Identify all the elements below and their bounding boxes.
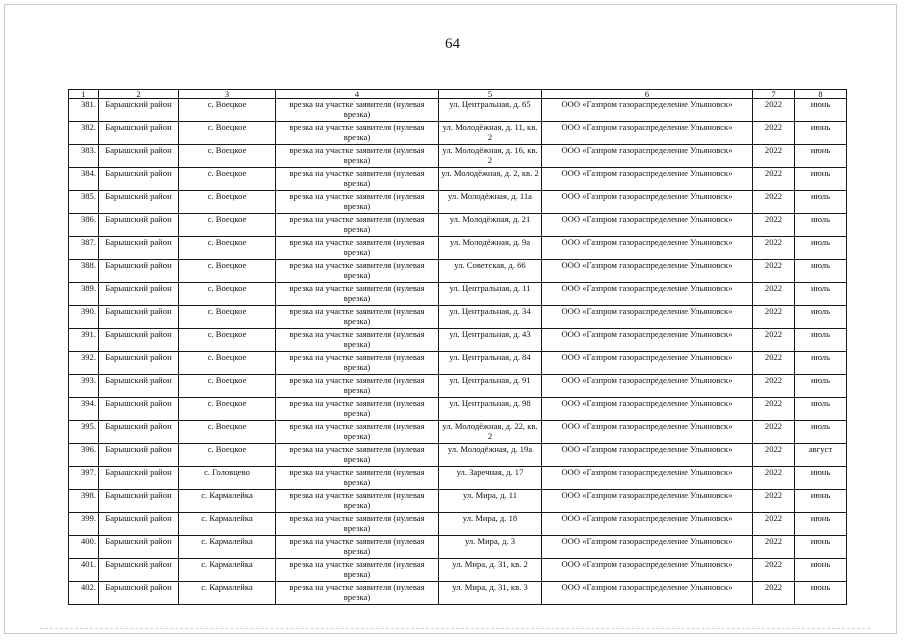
address-cell: ул. Молодёжная, д. 2, кв. 2 <box>439 168 542 191</box>
address-cell: ул. Молодёжная, д. 9а <box>439 237 542 260</box>
row-number-cell: 394. <box>69 398 99 421</box>
month-cell: июнь <box>795 582 847 605</box>
address-cell: ул. Центральная, д. 43 <box>439 329 542 352</box>
address-cell: ул. Молодёжная, д. 22, кв. 2 <box>439 421 542 444</box>
month-cell: июнь <box>795 467 847 490</box>
row-number-cell: 382. <box>69 122 99 145</box>
village-cell: с. Воецкое <box>179 421 276 444</box>
address-cell: ул. Центральная, д. 84 <box>439 352 542 375</box>
village-cell: с. Воецкое <box>179 283 276 306</box>
organization-cell: ООО «Газпром газораспределение Ульяновск» <box>542 237 753 260</box>
year-cell: 2022 <box>753 375 795 398</box>
village-cell: с. Кармалейка <box>179 559 276 582</box>
table-row <box>69 421 847 444</box>
district-cell: Барышский район <box>99 237 179 260</box>
organization-cell: ООО «Газпром газораспределение Ульяновск» <box>542 444 753 467</box>
month-cell: июнь <box>795 513 847 536</box>
year-cell: 2022 <box>753 398 795 421</box>
table-row <box>69 122 847 145</box>
month-cell: июнь <box>795 168 847 191</box>
district-cell: Барышский район <box>99 421 179 444</box>
table-row <box>69 168 847 191</box>
district-cell: Барышский район <box>99 122 179 145</box>
village-cell: с. Кармалейка <box>179 513 276 536</box>
village-cell: с. Воецкое <box>179 237 276 260</box>
table-row <box>69 283 847 306</box>
district-cell: Барышский район <box>99 513 179 536</box>
column-header: 8 <box>795 90 847 99</box>
address-cell: ул. Молодёжная, д. 19а <box>439 444 542 467</box>
table-row <box>69 444 847 467</box>
table-row <box>69 513 847 536</box>
row-number-cell: 388. <box>69 260 99 283</box>
village-cell: с. Воецкое <box>179 168 276 191</box>
gas-connection-table <box>68 89 847 605</box>
district-cell: Барышский район <box>99 559 179 582</box>
row-number-cell: 387. <box>69 237 99 260</box>
organization-cell: ООО «Газпром газораспределение Ульяновск» <box>542 352 753 375</box>
year-cell: 2022 <box>753 490 795 513</box>
address-cell: ул. Мира, д. 31, кв. 2 <box>439 559 542 582</box>
work-type-cell: врезка на участке заявителя (нулевая врезка) <box>276 352 439 375</box>
address-cell: ул. Центральная, д. 98 <box>439 398 542 421</box>
work-type-cell: врезка на участке заявителя (нулевая врезка) <box>276 398 439 421</box>
organization-cell: ООО «Газпром газораспределение Ульяновск» <box>542 306 753 329</box>
table-row <box>69 214 847 237</box>
village-cell: с. Кармалейка <box>179 582 276 605</box>
column-header: 4 <box>276 90 439 99</box>
address-cell: ул. Центральная, д. 65 <box>439 99 542 122</box>
address-cell: ул. Мира, д. 3 <box>439 536 542 559</box>
page-number: 64 <box>445 36 460 52</box>
organization-cell: ООО «Газпром газораспределение Ульяновск» <box>542 214 753 237</box>
village-cell: с. Кармалейка <box>179 536 276 559</box>
district-cell: Барышский район <box>99 99 179 122</box>
organization-cell: ООО «Газпром газораспределение Ульяновск» <box>542 513 753 536</box>
table-row <box>69 145 847 168</box>
organization-cell: ООО «Газпром газораспределение Ульяновск» <box>542 191 753 214</box>
row-number-cell: 390. <box>69 306 99 329</box>
work-type-cell: врезка на участке заявителя (нулевая врезка) <box>276 536 439 559</box>
organization-cell: ООО «Газпром газораспределение Ульяновск» <box>542 582 753 605</box>
month-cell: июль <box>795 214 847 237</box>
row-number-cell: 399. <box>69 513 99 536</box>
year-cell: 2022 <box>753 168 795 191</box>
district-cell: Барышский район <box>99 191 179 214</box>
row-number-cell: 384. <box>69 168 99 191</box>
table-row <box>69 536 847 559</box>
row-number-cell: 392. <box>69 352 99 375</box>
work-type-cell: врезка на участке заявителя (нулевая врезка) <box>276 421 439 444</box>
year-cell: 2022 <box>753 582 795 605</box>
work-type-cell: врезка на участке заявителя (нулевая врезка) <box>276 306 439 329</box>
district-cell: Барышский район <box>99 283 179 306</box>
organization-cell: ООО «Газпром газораспределение Ульяновск» <box>542 421 753 444</box>
address-cell: ул. Молодёжная, д. 11а <box>439 191 542 214</box>
table-row <box>69 375 847 398</box>
district-cell: Барышский район <box>99 145 179 168</box>
work-type-cell: врезка на участке заявителя (нулевая врезка) <box>276 559 439 582</box>
village-cell: с. Воецкое <box>179 214 276 237</box>
table-row <box>69 191 847 214</box>
work-type-cell: врезка на участке заявителя (нулевая врезка) <box>276 467 439 490</box>
year-cell: 2022 <box>753 329 795 352</box>
column-header: 6 <box>542 90 753 99</box>
work-type-cell: врезка на участке заявителя (нулевая врезка) <box>276 99 439 122</box>
year-cell: 2022 <box>753 306 795 329</box>
work-type-cell: врезка на участке заявителя (нулевая врезка) <box>276 582 439 605</box>
district-cell: Барышский район <box>99 490 179 513</box>
column-header: 3 <box>179 90 276 99</box>
row-number-cell: 385. <box>69 191 99 214</box>
organization-cell: ООО «Газпром газораспределение Ульяновск» <box>542 122 753 145</box>
year-cell: 2022 <box>753 145 795 168</box>
year-cell: 2022 <box>753 191 795 214</box>
table-row <box>69 559 847 582</box>
work-type-cell: врезка на участке заявителя (нулевая врезка) <box>276 375 439 398</box>
month-cell: июль <box>795 352 847 375</box>
year-cell: 2022 <box>753 559 795 582</box>
organization-cell: ООО «Газпром газораспределение Ульяновск» <box>542 283 753 306</box>
month-cell: июль <box>795 375 847 398</box>
row-number-cell: 389. <box>69 283 99 306</box>
table-row <box>69 398 847 421</box>
district-cell: Барышский район <box>99 214 179 237</box>
month-cell: июнь <box>795 490 847 513</box>
month-cell: июнь <box>795 536 847 559</box>
year-cell: 2022 <box>753 237 795 260</box>
table-row <box>69 306 847 329</box>
month-cell: июль <box>795 260 847 283</box>
organization-cell: ООО «Газпром газораспределение Ульяновск» <box>542 490 753 513</box>
village-cell: с. Воецкое <box>179 191 276 214</box>
district-cell: Барышский район <box>99 444 179 467</box>
month-cell: июль <box>795 283 847 306</box>
column-header: 7 <box>753 90 795 99</box>
village-cell: с. Воецкое <box>179 444 276 467</box>
village-cell: с. Воецкое <box>179 398 276 421</box>
address-cell: ул. Советская, д. 66 <box>439 260 542 283</box>
month-cell: июнь <box>795 145 847 168</box>
year-cell: 2022 <box>753 421 795 444</box>
row-number-cell: 402. <box>69 582 99 605</box>
district-cell: Барышский район <box>99 168 179 191</box>
district-cell: Барышский район <box>99 467 179 490</box>
row-number-cell: 381. <box>69 99 99 122</box>
work-type-cell: врезка на участке заявителя (нулевая врезка) <box>276 260 439 283</box>
address-cell: ул. Заречная, д. 17 <box>439 467 542 490</box>
village-cell: с. Воецкое <box>179 375 276 398</box>
work-type-cell: врезка на участке заявителя (нулевая врезка) <box>276 191 439 214</box>
address-cell: ул. Центральная, д. 11 <box>439 283 542 306</box>
village-cell: с. Кармалейка <box>179 490 276 513</box>
table-body <box>69 99 847 605</box>
month-cell: июнь <box>795 122 847 145</box>
month-cell: июль <box>795 306 847 329</box>
village-cell: с. Головцево <box>179 467 276 490</box>
district-cell: Барышский район <box>99 352 179 375</box>
work-type-cell: врезка на участке заявителя (нулевая врезка) <box>276 283 439 306</box>
row-number-cell: 386. <box>69 214 99 237</box>
table-row <box>69 260 847 283</box>
village-cell: с. Воецкое <box>179 352 276 375</box>
table-row <box>69 352 847 375</box>
work-type-cell: врезка на участке заявителя (нулевая врезка) <box>276 490 439 513</box>
column-header: 1 <box>69 90 99 99</box>
organization-cell: ООО «Газпром газораспределение Ульяновск» <box>542 99 753 122</box>
month-cell: август <box>795 444 847 467</box>
column-header: 2 <box>99 90 179 99</box>
row-number-cell: 395. <box>69 421 99 444</box>
table-row <box>69 490 847 513</box>
village-cell: с. Воецкое <box>179 260 276 283</box>
year-cell: 2022 <box>753 536 795 559</box>
address-cell: ул. Молодёжная, д. 16, кв. 2 <box>439 145 542 168</box>
village-cell: с. Воецкое <box>179 329 276 352</box>
work-type-cell: врезка на участке заявителя (нулевая врезка) <box>276 513 439 536</box>
district-cell: Барышский район <box>99 375 179 398</box>
work-type-cell: врезка на участке заявителя (нулевая врезка) <box>276 214 439 237</box>
organization-cell: ООО «Газпром газораспределение Ульяновск» <box>542 398 753 421</box>
organization-cell: ООО «Газпром газораспределение Ульяновск» <box>542 329 753 352</box>
district-cell: Барышский район <box>99 306 179 329</box>
year-cell: 2022 <box>753 467 795 490</box>
month-cell: июль <box>795 329 847 352</box>
year-cell: 2022 <box>753 99 795 122</box>
row-number-cell: 391. <box>69 329 99 352</box>
district-cell: Барышский район <box>99 536 179 559</box>
work-type-cell: врезка на участке заявителя (нулевая врезка) <box>276 145 439 168</box>
row-number-cell: 393. <box>69 375 99 398</box>
address-cell: ул. Мира, д. 11 <box>439 490 542 513</box>
table-row <box>69 237 847 260</box>
table-row <box>69 582 847 605</box>
row-number-cell: 397. <box>69 467 99 490</box>
organization-cell: ООО «Газпром газораспределение Ульяновск» <box>542 168 753 191</box>
table-header-row <box>69 90 847 99</box>
column-header: 5 <box>439 90 542 99</box>
year-cell: 2022 <box>753 352 795 375</box>
month-cell: июль <box>795 191 847 214</box>
table-row <box>69 99 847 122</box>
row-number-cell: 396. <box>69 444 99 467</box>
work-type-cell: врезка на участке заявителя (нулевая врезка) <box>276 122 439 145</box>
year-cell: 2022 <box>753 260 795 283</box>
address-cell: ул. Мира, д. 31, кв. 3 <box>439 582 542 605</box>
year-cell: 2022 <box>753 122 795 145</box>
village-cell: с. Воецкое <box>179 306 276 329</box>
address-cell: ул. Центральная, д. 34 <box>439 306 542 329</box>
month-cell: июнь <box>795 99 847 122</box>
month-cell: июль <box>795 237 847 260</box>
address-cell: ул. Молодёжная, д. 21 <box>439 214 542 237</box>
organization-cell: ООО «Газпром газораспределение Ульяновск» <box>542 559 753 582</box>
year-cell: 2022 <box>753 513 795 536</box>
row-number-cell: 383. <box>69 145 99 168</box>
row-number-cell: 400. <box>69 536 99 559</box>
work-type-cell: врезка на участке заявителя (нулевая врезка) <box>276 444 439 467</box>
district-cell: Барышский район <box>99 398 179 421</box>
year-cell: 2022 <box>753 283 795 306</box>
village-cell: с. Воецкое <box>179 122 276 145</box>
row-number-cell: 398. <box>69 490 99 513</box>
village-cell: с. Воецкое <box>179 145 276 168</box>
table-row <box>69 329 847 352</box>
village-cell: с. Воецкое <box>179 99 276 122</box>
address-cell: ул. Центральная, д. 91 <box>439 375 542 398</box>
organization-cell: ООО «Газпром газораспределение Ульяновск» <box>542 467 753 490</box>
address-cell: ул. Мира, д. 18 <box>439 513 542 536</box>
work-type-cell: врезка на участке заявителя (нулевая врезка) <box>276 168 439 191</box>
organization-cell: ООО «Газпром газораспределение Ульяновск» <box>542 536 753 559</box>
year-cell: 2022 <box>753 444 795 467</box>
row-number-cell: 401. <box>69 559 99 582</box>
bottom-scan-rule <box>40 628 870 629</box>
address-cell: ул. Молодёжная, д. 11, кв. 2 <box>439 122 542 145</box>
organization-cell: ООО «Газпром газораспределение Ульяновск» <box>542 260 753 283</box>
table-row <box>69 467 847 490</box>
month-cell: июнь <box>795 559 847 582</box>
month-cell: июль <box>795 398 847 421</box>
district-cell: Барышский район <box>99 582 179 605</box>
work-type-cell: врезка на участке заявителя (нулевая врезка) <box>276 237 439 260</box>
organization-cell: ООО «Газпром газораспределение Ульяновск» <box>542 145 753 168</box>
organization-cell: ООО «Газпром газораспределение Ульяновск» <box>542 375 753 398</box>
month-cell: июль <box>795 421 847 444</box>
year-cell: 2022 <box>753 214 795 237</box>
work-type-cell: врезка на участке заявителя (нулевая врезка) <box>276 329 439 352</box>
district-cell: Барышский район <box>99 260 179 283</box>
district-cell: Барышский район <box>99 329 179 352</box>
